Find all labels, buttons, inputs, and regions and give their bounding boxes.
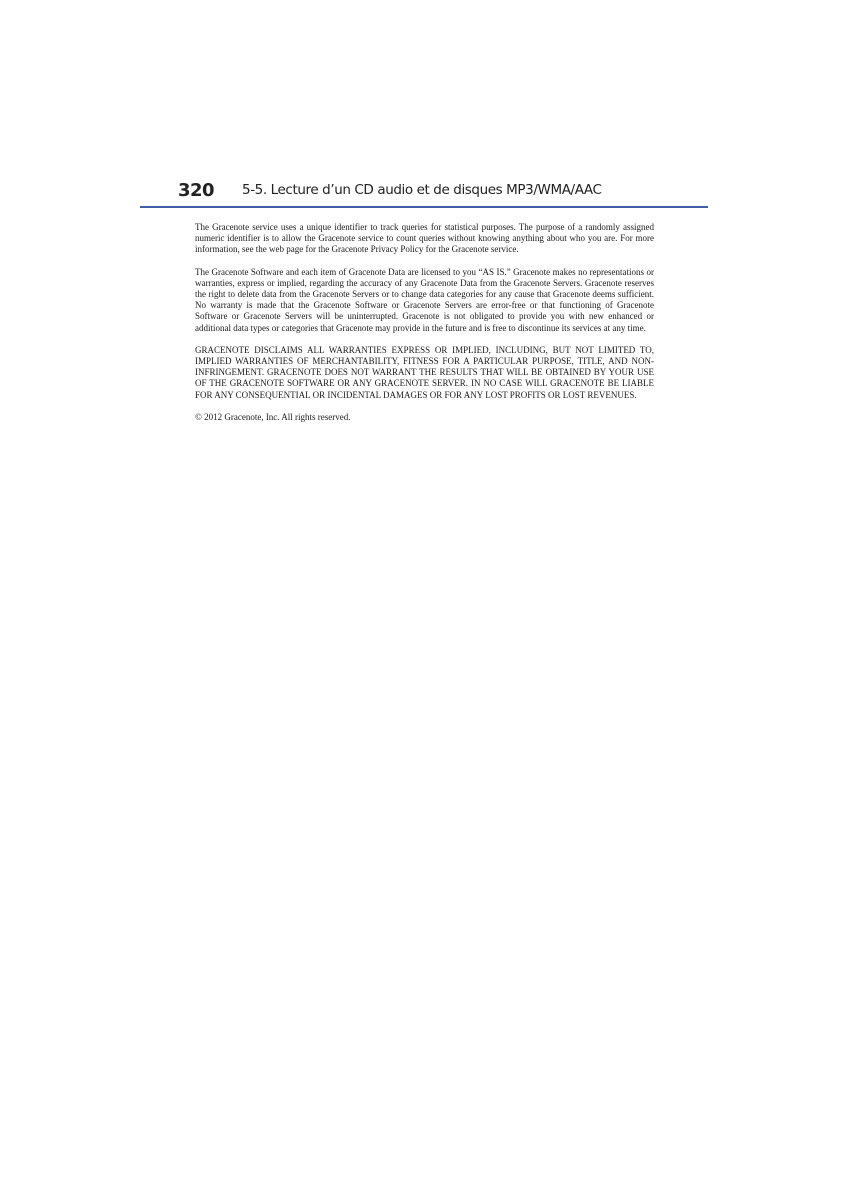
page-header [140,178,708,210]
page-number: 320 [178,180,215,201]
paragraph-license: The Gracenote Software and each item of Gracenote Data are licensed to you “AS IS.” Gracenote makes no representations or warranties, express or implied, regarding the accuracy of any Gracenote Data from the Gracenote Servers. Gracenote reserves the right to delete data from the Gracenote Servers or to change data categories for any cause that Gracenote deems sufficient. No warranty is made that the Gracenote Software or Gracenote Servers are error-free or that functioning of Gracenote Software or Gracenote Servers will be uninterrupted. Gracenote is not obligated to provide you with new enhanced or additional data types or categories that Gracenote may provide in the future and is free to discontinue its services at any time. [195,266,654,333]
header-rule [140,206,708,208]
paragraph-privacy: The Gracenote service uses a unique identifier to track queries for statistical purposes. The purpose of a randomly assigned numeric identifier is to allow the Gracenote service to count queries without knowing anything about who you are. For more information, see the web page for the Gracenote Privacy Policy for the Gracenote service. [195,222,654,255]
section-title: 5-5. Lecture d’un CD audio et de disques MP3/WMA/AAC [242,182,602,198]
document-body [195,222,654,434]
copyright-notice: © 2012 Gracenote, Inc. All rights reserved. [195,411,351,422]
paragraph-disclaimer: GRACENOTE DISCLAIMS ALL WARRANTIES EXPRESS OR IMPLIED, INCLUDING, BUT NOT LIMITED TO, IMPLIED WARRANTIES OF MERCHANTABILITY, FITNESS FOR A PARTICULAR PURPOSE, TITLE, AND NON-INFRINGEMENT. GRACENOTE DOES NOT WARRANT THE RESULTS THAT WILL BE OBTAINED BY YOUR USE OF THE GRACENOTE SOFTWARE OR ANY GRACENOTE SERVER. IN NO CASE WILL GRACENOTE BE LIABLE FOR ANY CONSEQUENTIAL OR INCIDENTAL DAMAGES OR FOR ANY LOST PROFITS OR LOST REVENUES. [195,344,654,400]
